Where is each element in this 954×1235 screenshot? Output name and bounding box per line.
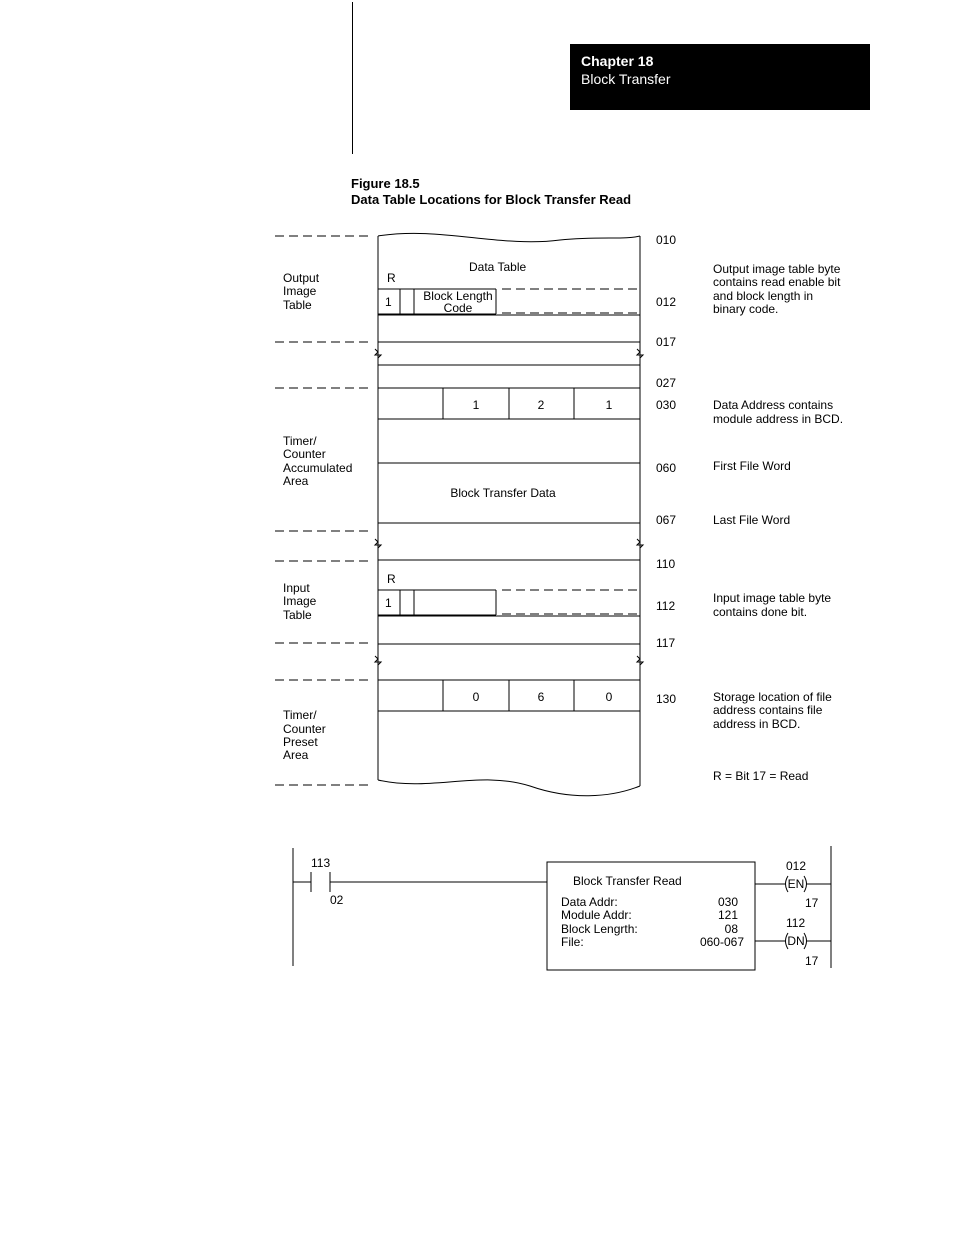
svg-text:Input: Input	[283, 581, 310, 595]
block-transfer-data-label: Block Transfer Data	[450, 486, 556, 500]
svg-text:110: 110	[656, 557, 676, 571]
chapter-number: Chapter 18	[581, 53, 654, 69]
module-digit: 1	[472, 398, 480, 412]
figure-number: Figure 18.5	[351, 176, 420, 191]
svg-text:121: 121	[717, 908, 738, 922]
svg-text:Storage location of file: Storage location of file	[713, 690, 832, 704]
svg-text:File:: File:	[561, 935, 584, 949]
note-input-byte	[713, 591, 831, 619]
svg-text:Image: Image	[283, 594, 317, 608]
output-area-label	[283, 271, 320, 312]
svg-text:060-067: 060-067	[699, 935, 744, 949]
svg-text:Timer/: Timer/	[283, 708, 317, 722]
input-bit-one: 1	[385, 596, 392, 610]
file-digit: 0	[472, 690, 480, 704]
svg-text:Table: Table	[283, 608, 312, 622]
block-rows	[561, 895, 744, 949]
timer-acc-area-label	[283, 434, 352, 488]
note-output-byte	[713, 262, 841, 316]
svg-text:Area: Area	[283, 474, 309, 488]
svg-text:067: 067	[656, 513, 677, 527]
svg-text:010: 010	[656, 233, 677, 247]
contact-address: 113	[311, 856, 331, 870]
contact-bit: 02	[330, 893, 344, 907]
read-bit-label: R	[387, 271, 396, 285]
address-column	[656, 233, 676, 706]
svg-text:Block Lengrth:: Block Lengrth:	[561, 922, 638, 936]
svg-text:module address in BCD.: module address in BCD.	[713, 412, 844, 426]
svg-text:017: 017	[656, 335, 677, 349]
block-length-label: Block Length	[423, 289, 493, 303]
svg-text:binary code.: binary code.	[713, 302, 779, 316]
svg-text:address in BCD.: address in BCD.	[713, 717, 801, 731]
note-storage	[713, 690, 832, 731]
file-digit: 6	[537, 690, 545, 704]
svg-text:030: 030	[717, 895, 738, 909]
svg-text:Data Addr:: Data Addr:	[561, 895, 618, 909]
note-first-word: First File Word	[713, 459, 791, 473]
svg-text:060: 060	[656, 461, 677, 475]
dn-label: DN	[787, 934, 805, 948]
input-area-label	[283, 581, 317, 622]
svg-text:012: 012	[656, 295, 677, 309]
en-label: EN	[787, 877, 805, 891]
svg-text:contains read enable bit: contains read enable bit	[713, 275, 841, 289]
svg-text:112: 112	[656, 599, 676, 613]
svg-text:Accumulated: Accumulated	[283, 461, 353, 475]
svg-text:027: 027	[656, 376, 677, 390]
svg-text:Output: Output	[283, 271, 320, 285]
svg-text:Counter: Counter	[283, 447, 326, 461]
chapter-section: Block Transfer	[581, 71, 671, 87]
svg-text:Output image table byte: Output image table byte	[713, 262, 841, 276]
file-digit: 0	[605, 690, 613, 704]
svg-text:Table: Table	[283, 298, 312, 312]
dn-bit: 17	[805, 954, 819, 968]
block-length-code-label: Code	[443, 301, 473, 315]
table-bottom-wave	[378, 780, 640, 796]
svg-text:030: 030	[656, 398, 677, 412]
svg-text:Counter: Counter	[283, 722, 326, 736]
svg-text:08: 08	[724, 922, 738, 936]
figure-title: Data Table Locations for Block Transfer Read	[351, 192, 632, 207]
note-last-word: Last File Word	[713, 513, 791, 527]
svg-text:Data Address contains: Data Address contains	[713, 398, 834, 412]
svg-text:Timer/: Timer/	[283, 434, 317, 448]
en-bit: 17	[805, 896, 819, 910]
module-digit: 1	[605, 398, 613, 412]
note-data-address	[713, 398, 843, 426]
svg-text:Module Addr:: Module Addr:	[561, 908, 632, 922]
legend-note: R = Bit 17 = Read	[713, 769, 809, 783]
output-bit-one: 1	[385, 295, 392, 309]
module-digit: 2	[537, 398, 545, 412]
svg-text:address contains file: address contains file	[713, 703, 823, 717]
svg-text:Input image table byte: Input image table byte	[713, 591, 832, 605]
data-table-label: Data Table	[469, 260, 527, 274]
svg-text:130: 130	[656, 692, 677, 706]
timer-preset-area-label	[283, 708, 326, 762]
svg-text:117: 117	[656, 636, 676, 650]
table-top-wave	[378, 233, 640, 241]
area-separators	[275, 236, 370, 785]
en-address: 012	[786, 859, 807, 873]
svg-text:Image: Image	[283, 284, 317, 298]
svg-text:Area: Area	[283, 748, 309, 762]
svg-text:and block length in: and block length in	[713, 289, 814, 303]
svg-text:Preset: Preset	[283, 735, 318, 749]
block-title: Block Transfer Read	[573, 874, 682, 888]
dn-address: 112	[786, 916, 806, 930]
input-read-bit-label: R	[387, 572, 396, 586]
svg-text:contains done bit.: contains done bit.	[713, 605, 808, 619]
